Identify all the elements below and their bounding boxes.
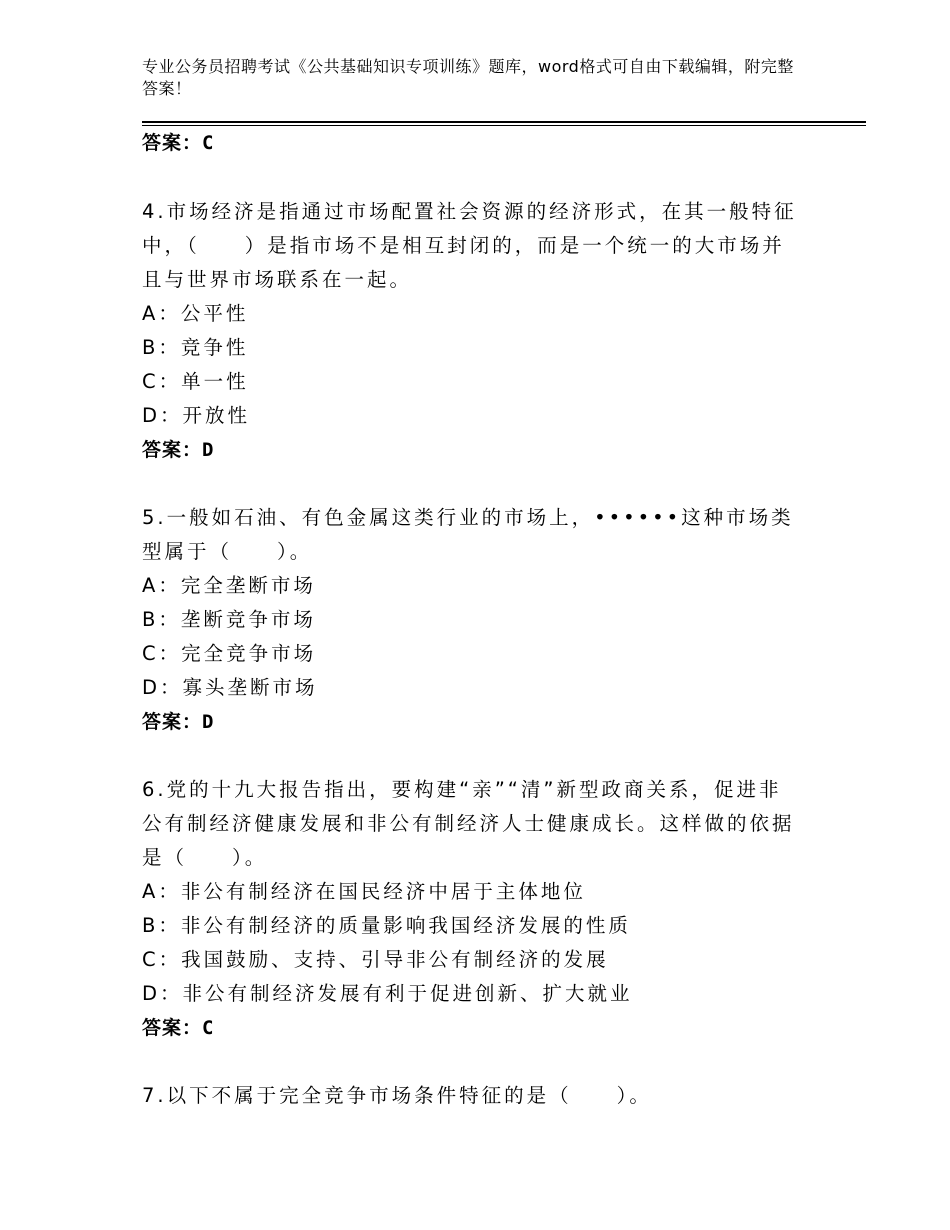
question-stem: 6.党的十九大报告指出，要构建“亲”“清”新型政商关系，促进非公有制经济健康发展和非公有制经济人士健康成长。这样做的依据是（ ）。 [142, 778, 795, 869]
question-7 [142, 1079, 802, 1113]
question-stem: 4.市场经济是指通过市场配置社会资源的经济形式，在其一般特征中，（ ）是指市场不是相互封闭的，而是一个统一的大市场并且与世界市场联系在一起。 [142, 200, 797, 291]
header-rule-thick [142, 121, 866, 123]
question-stem: 5.一般如石油、有色金属这类行业的市场上，••••••这种市场类型属于（ ）。 [142, 506, 794, 563]
document-header: 专业公务员招聘考试《公共基础知识专项训练》题库，word格式可自由下载编辑，附完整答案！ [142, 57, 794, 98]
question-4 [142, 195, 802, 467]
answer-value: D [202, 439, 215, 461]
answer-value: C [202, 132, 215, 154]
option-a: A：公平性 [142, 302, 249, 325]
option-d: D：开放性 [142, 404, 251, 427]
answer-label: 答案： [142, 1017, 203, 1039]
option-a: A：完全垄断市场 [142, 574, 316, 597]
answer-line [142, 125, 802, 161]
question-6 [142, 773, 802, 1045]
option-c: C：单一性 [142, 370, 249, 393]
answer-line [142, 705, 802, 739]
option-d: D：寡头垄断市场 [142, 676, 318, 699]
answer-label: 答案： [142, 132, 203, 154]
answer-value: D [202, 711, 215, 733]
question-stem: 7.以下不属于完全竞争市场条件特征的是（ ）。 [142, 1084, 652, 1107]
option-b: B：竞争性 [142, 336, 249, 359]
option-b: B：非公有制经济的质量影响我国经济发展的性质 [142, 914, 631, 937]
document-body [142, 125, 802, 1113]
answer-value: C [202, 1017, 215, 1039]
question-5 [142, 501, 802, 739]
option-b: B：垄断竞争市场 [142, 608, 316, 631]
option-d: D：非公有制经济发展有利于促进创新、扩大就业 [142, 982, 633, 1005]
option-c: C：我国鼓励、支持、引导非公有制经济的发展 [142, 948, 609, 971]
option-a: A：非公有制经济在国民经济中居于主体地位 [142, 880, 586, 903]
answer-label: 答案： [142, 439, 203, 461]
answer-label: 答案： [142, 711, 203, 733]
answer-line [142, 1011, 802, 1045]
answer-line [142, 433, 802, 467]
option-c: C：完全竞争市场 [142, 642, 317, 665]
